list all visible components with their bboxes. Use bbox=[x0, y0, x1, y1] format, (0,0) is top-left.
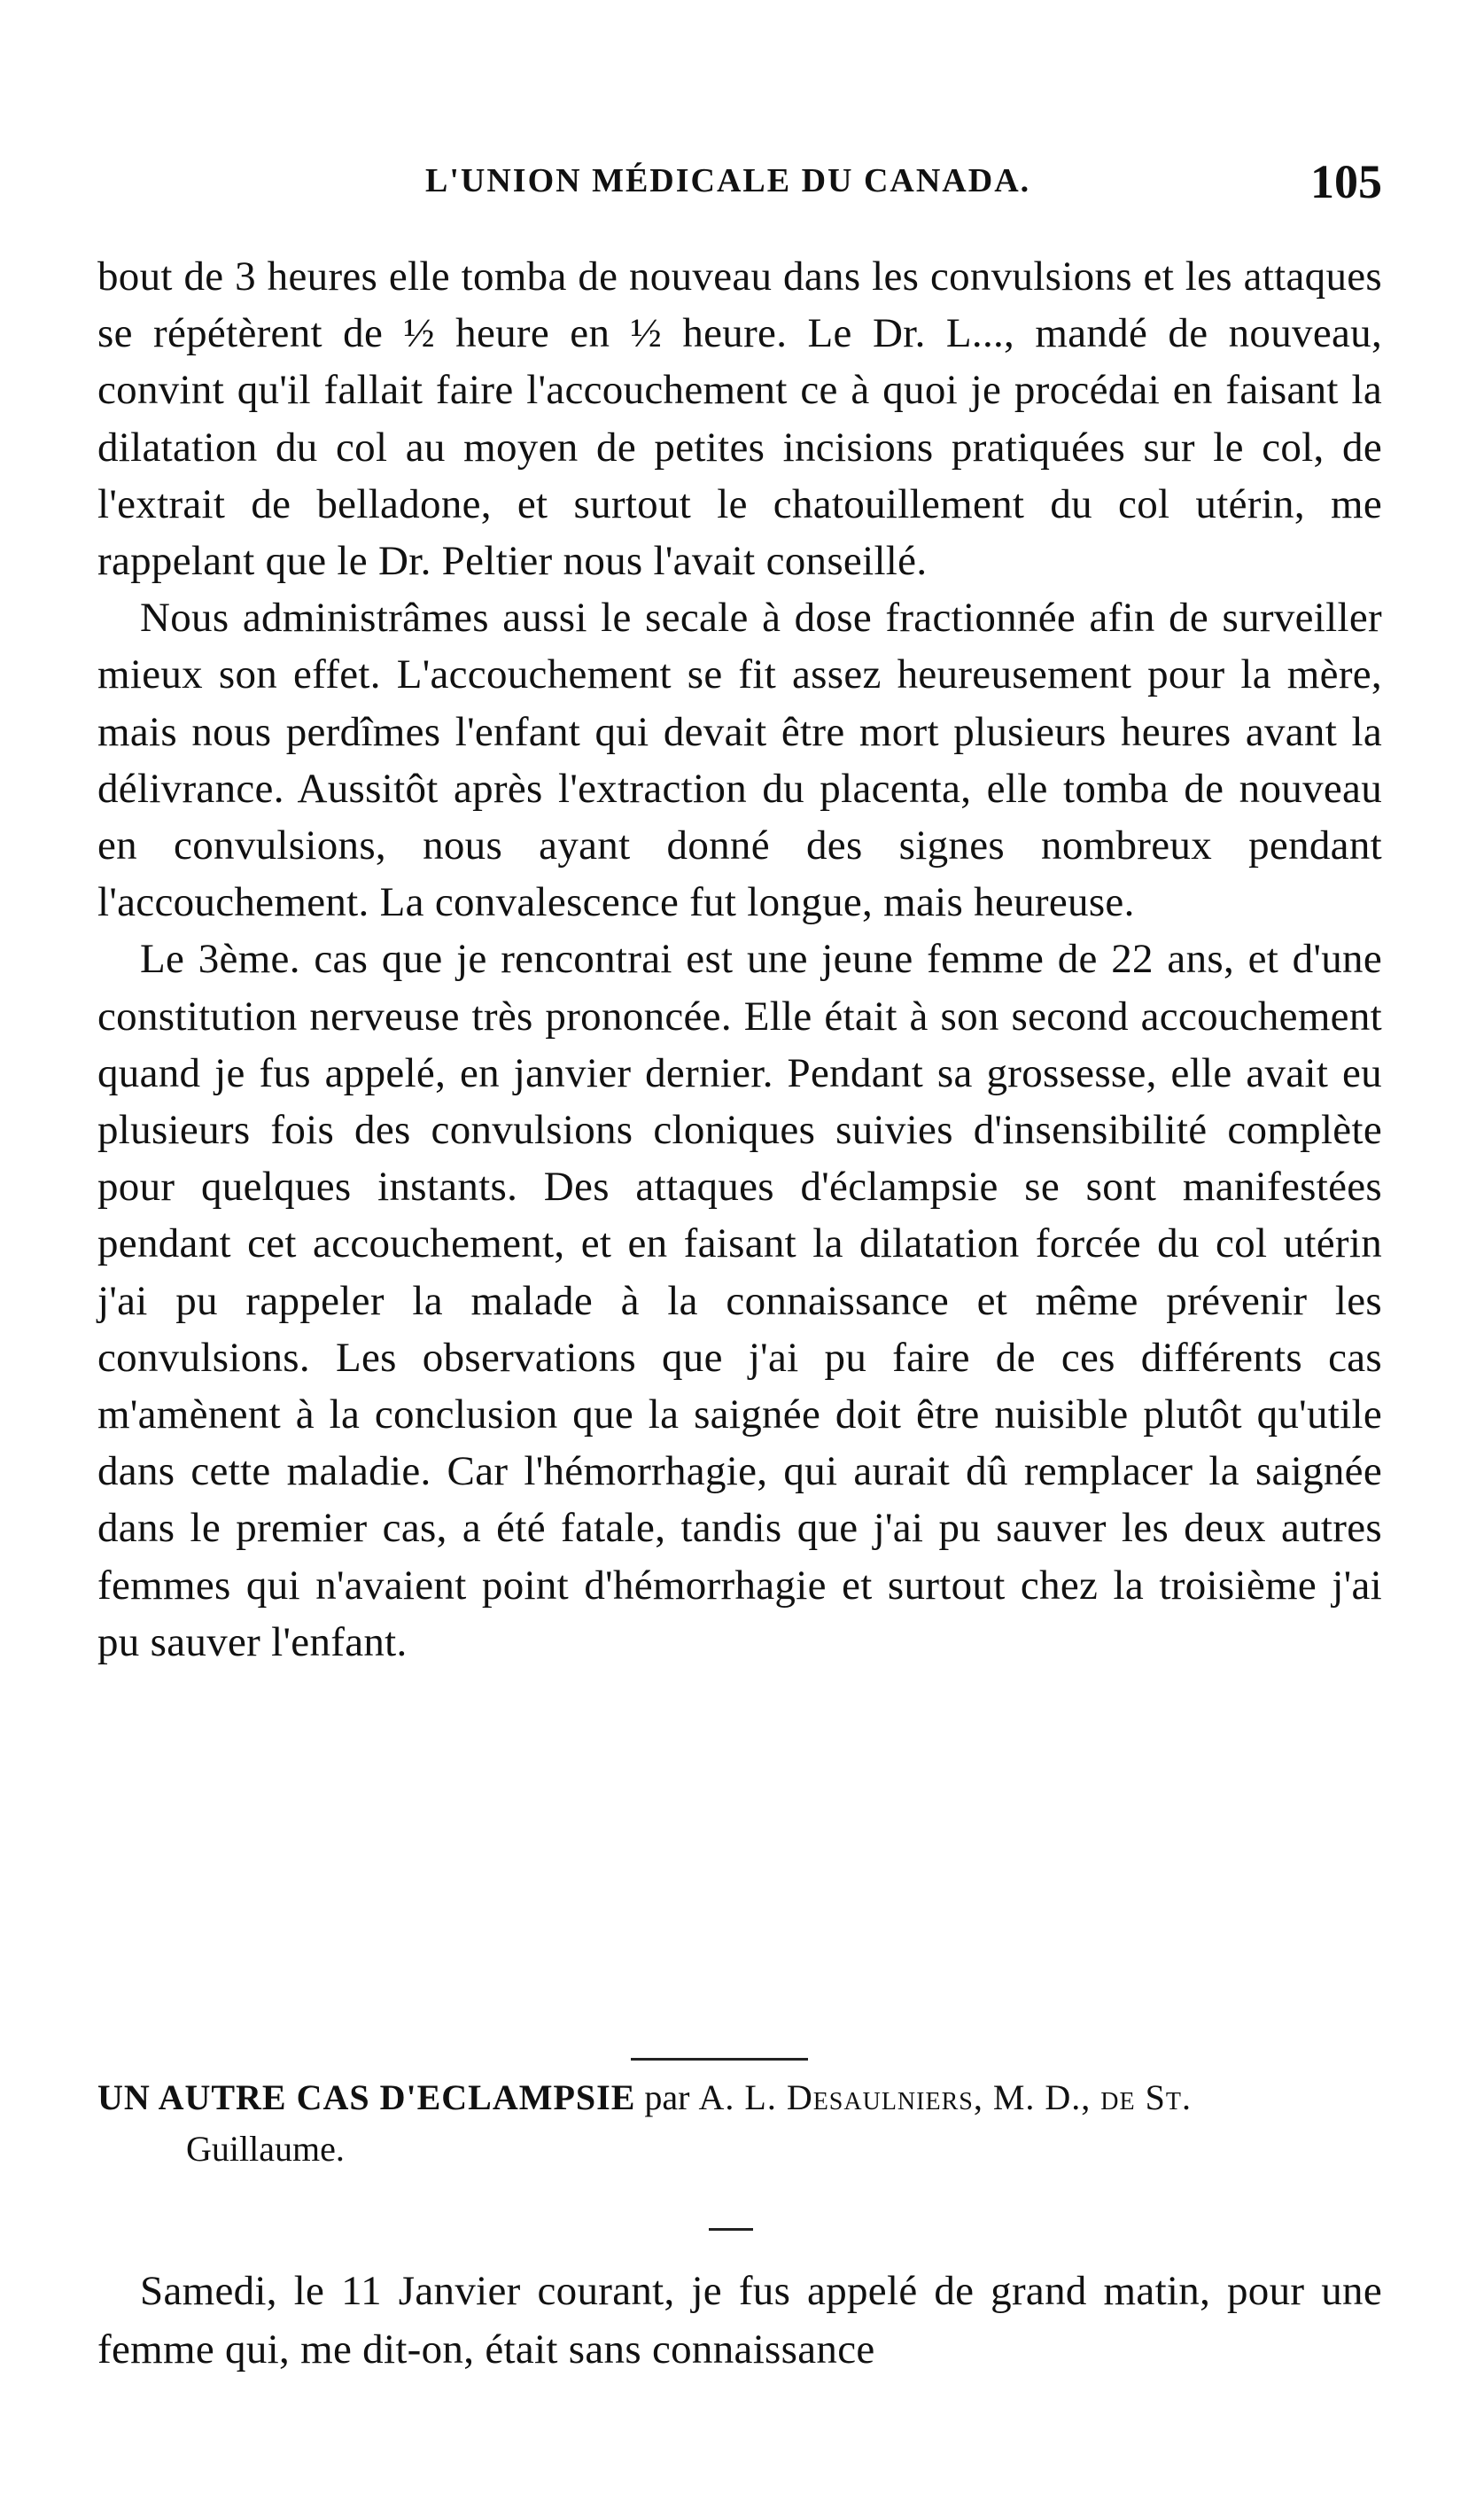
short-divider-rule bbox=[709, 2228, 753, 2231]
article-author: A. L. Desaulniers, M. D., de St. bbox=[698, 2077, 1192, 2117]
running-header bbox=[97, 155, 1382, 214]
article-heading bbox=[97, 2072, 1382, 2175]
main-text bbox=[97, 248, 1382, 1671]
section-divider-rule bbox=[631, 2058, 808, 2061]
article-place: Guillaume. bbox=[186, 2129, 345, 2169]
page-number: 105 bbox=[1310, 155, 1382, 208]
running-title: L'UNION MÉDICALE DU CANADA. bbox=[425, 162, 1031, 199]
paragraph-continued: bout de 3 heures elle tomba de nouveau dans les convulsions et les attaques se répétèrent de ½ heure en ½ heure. Le Dr. L..., mandé de nouveau, convint qu'il fallait faire l'accouchement ce à quoi je procédai en faisant la dilatation du col au moyen de petites incisions pratiquées sur le col, de l'extrait de belladone, et surtout le chatouillement du col utérin, me rappelant que le Dr. Peltier nous l'avait conseillé. bbox=[97, 253, 1382, 585]
article-title: UN AUTRE CAS D'ECLAMPSIE bbox=[97, 2077, 636, 2117]
paragraph-third-case: Le 3ème. cas que je rencontrai est une jeune femme de 22 ans, et d'une constitution nerveuse très prononcée. Elle était à son second accouchement quand je fus appelé, en janvier dernier. Pendant sa grossesse, elle avait eu plusieurs fois des convulsions cloniques suivies d'insensibilité complète pour quelques instants. Des attaques d'éclampsie se sont manifestées pendant cet accouchement, et en faisant la dilatation forcée du col utérin j'ai pu rappeler la malade à la connaissance et même prévenir les convulsions. Les observations que j'ai pu faire de ces différents cas m'amènent à la conclusion que la saignée doit être nuisible plutôt qu'utile dans cette maladie. Car l'hémorrhagie, qui aurait dû remplacer la saignée dans le premier cas, a été fatale, tandis que j'ai pu sauver les deux autres femmes qui n'avaient point d'hémorrhagie et surtout chez la troisième j'ai pu sauver l'enfant. bbox=[97, 936, 1382, 1665]
new-article-opening: Samedi, le 11 Janvier courant, je fus appelé de grand matin, pour une femme qui, me dit-on, était sans connaissance bbox=[97, 2268, 1382, 2373]
article-by: par bbox=[644, 2077, 690, 2117]
paragraph-secale: Nous administrâmes aussi le secale à dose fractionnée afin de surveiller mieux son effet. L'accouchement se fit assez heureusement pour la mère, mais nous perdîmes l'enfant qui devait être mort plusieurs heures avant la délivrance. Aussitôt après l'extraction du placenta, elle tomba de nouveau en convulsions, nous ayant donné des signes nombreux pendant l'accouchement. La convalescence fut longue, mais heureuse. bbox=[97, 595, 1382, 926]
